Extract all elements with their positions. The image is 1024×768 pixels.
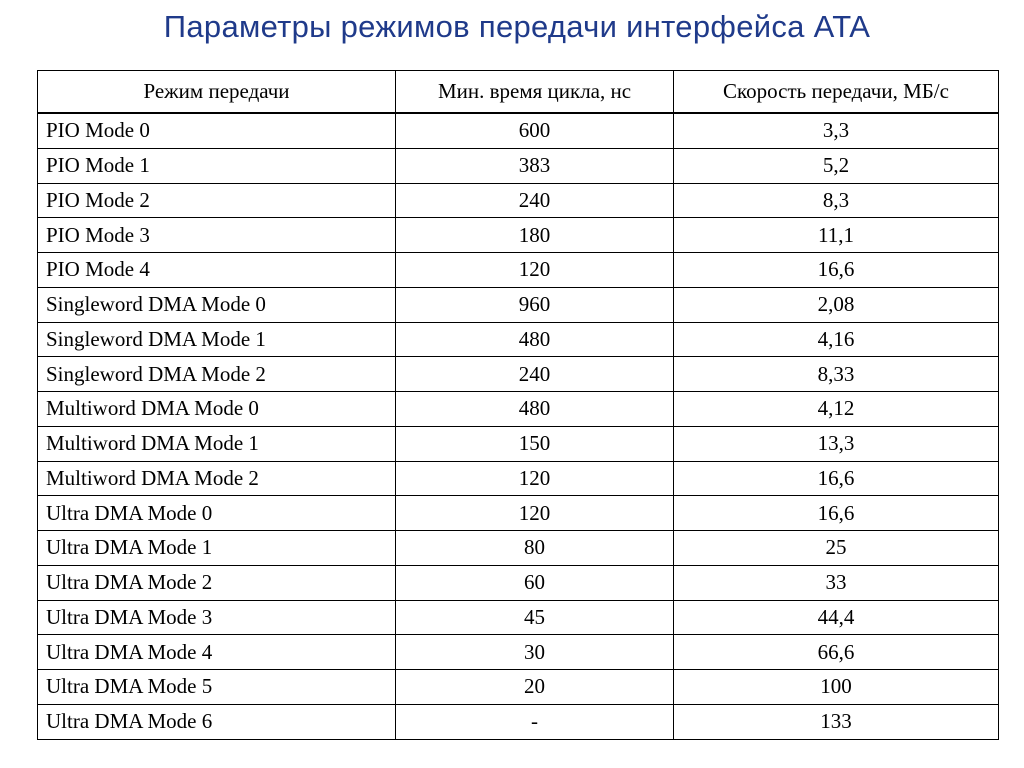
table-row xyxy=(38,253,999,288)
cell-min-cycle-time: 120 xyxy=(396,496,674,531)
cell-transfer-rate: 8,33 xyxy=(674,357,999,392)
cell-transfer-rate: 11,1 xyxy=(674,218,999,253)
table-row xyxy=(38,670,999,705)
header-transfer-mode: Режим передачи xyxy=(38,71,396,114)
cell-min-cycle-time: 45 xyxy=(396,600,674,635)
cell-transfer-rate: 66,6 xyxy=(674,635,999,670)
cell-transfer-mode: PIO Mode 2 xyxy=(38,183,396,218)
cell-transfer-rate: 2,08 xyxy=(674,287,999,322)
cell-transfer-mode: Multiword DMA Mode 2 xyxy=(38,461,396,496)
table-row xyxy=(38,218,999,253)
table-row xyxy=(38,148,999,183)
cell-transfer-rate: 4,12 xyxy=(674,392,999,427)
header-row xyxy=(38,71,999,114)
table-row xyxy=(38,426,999,461)
cell-min-cycle-time: 960 xyxy=(396,287,674,322)
table-row xyxy=(38,113,999,148)
cell-transfer-rate: 16,6 xyxy=(674,496,999,531)
header-min-cycle-time: Мин. время цикла, нс xyxy=(396,71,674,114)
cell-min-cycle-time: 80 xyxy=(396,531,674,566)
cell-transfer-mode: PIO Mode 3 xyxy=(38,218,396,253)
table-body xyxy=(38,113,999,739)
table-row xyxy=(38,565,999,600)
cell-min-cycle-time: 480 xyxy=(396,322,674,357)
cell-transfer-mode: Ultra DMA Mode 1 xyxy=(38,531,396,566)
table-header xyxy=(38,71,999,114)
cell-min-cycle-time: 150 xyxy=(396,426,674,461)
cell-transfer-mode: Multiword DMA Mode 0 xyxy=(38,392,396,427)
cell-transfer-mode: Ultra DMA Mode 5 xyxy=(38,670,396,705)
cell-transfer-mode: Ultra DMA Mode 4 xyxy=(38,635,396,670)
cell-min-cycle-time: 60 xyxy=(396,565,674,600)
table-row xyxy=(38,322,999,357)
cell-transfer-rate: 5,2 xyxy=(674,148,999,183)
cell-transfer-mode: Singleword DMA Mode 1 xyxy=(38,322,396,357)
cell-transfer-rate: 4,16 xyxy=(674,322,999,357)
cell-transfer-rate: 13,3 xyxy=(674,426,999,461)
cell-transfer-mode: PIO Mode 1 xyxy=(38,148,396,183)
cell-transfer-rate: 133 xyxy=(674,704,999,739)
table-row xyxy=(38,461,999,496)
table-row xyxy=(38,357,999,392)
cell-min-cycle-time: 30 xyxy=(396,635,674,670)
cell-transfer-mode: PIO Mode 4 xyxy=(38,253,396,288)
cell-transfer-mode: Ultra DMA Mode 6 xyxy=(38,704,396,739)
slide-title: Параметры режимов передачи интерфейса ATA xyxy=(163,9,871,44)
cell-transfer-mode: Singleword DMA Mode 2 xyxy=(38,357,396,392)
cell-transfer-mode: PIO Mode 0 xyxy=(38,113,396,148)
cell-min-cycle-time: 20 xyxy=(396,670,674,705)
cell-min-cycle-time: 240 xyxy=(396,183,674,218)
cell-transfer-rate: 16,6 xyxy=(674,253,999,288)
cell-transfer-mode: Singleword DMA Mode 0 xyxy=(38,287,396,322)
cell-transfer-rate: 33 xyxy=(674,565,999,600)
table-row xyxy=(38,392,999,427)
cell-transfer-rate: 8,3 xyxy=(674,183,999,218)
cell-transfer-mode: Ultra DMA Mode 2 xyxy=(38,565,396,600)
cell-transfer-rate: 3,3 xyxy=(674,113,999,148)
cell-transfer-mode: Ultra DMA Mode 0 xyxy=(38,496,396,531)
cell-min-cycle-time: 600 xyxy=(396,113,674,148)
table-row xyxy=(38,635,999,670)
header-transfer-rate: Скорость передачи, МБ/с xyxy=(674,71,999,114)
cell-min-cycle-time: 120 xyxy=(396,253,674,288)
cell-transfer-mode: Multiword DMA Mode 1 xyxy=(38,426,396,461)
cell-transfer-rate: 44,4 xyxy=(674,600,999,635)
cell-min-cycle-time: - xyxy=(396,704,674,739)
table-row xyxy=(38,704,999,739)
cell-min-cycle-time: 383 xyxy=(396,148,674,183)
cell-transfer-rate: 25 xyxy=(674,531,999,566)
cell-min-cycle-time: 180 xyxy=(396,218,674,253)
cell-min-cycle-time: 120 xyxy=(396,461,674,496)
table-row xyxy=(38,287,999,322)
cell-min-cycle-time: 240 xyxy=(396,357,674,392)
cell-transfer-mode: Ultra DMA Mode 3 xyxy=(38,600,396,635)
cell-min-cycle-time: 480 xyxy=(396,392,674,427)
cell-transfer-rate: 100 xyxy=(674,670,999,705)
ata-modes-table xyxy=(37,70,999,740)
table-row xyxy=(38,183,999,218)
table-row xyxy=(38,531,999,566)
table-row xyxy=(38,600,999,635)
cell-transfer-rate: 16,6 xyxy=(674,461,999,496)
table-row xyxy=(38,496,999,531)
